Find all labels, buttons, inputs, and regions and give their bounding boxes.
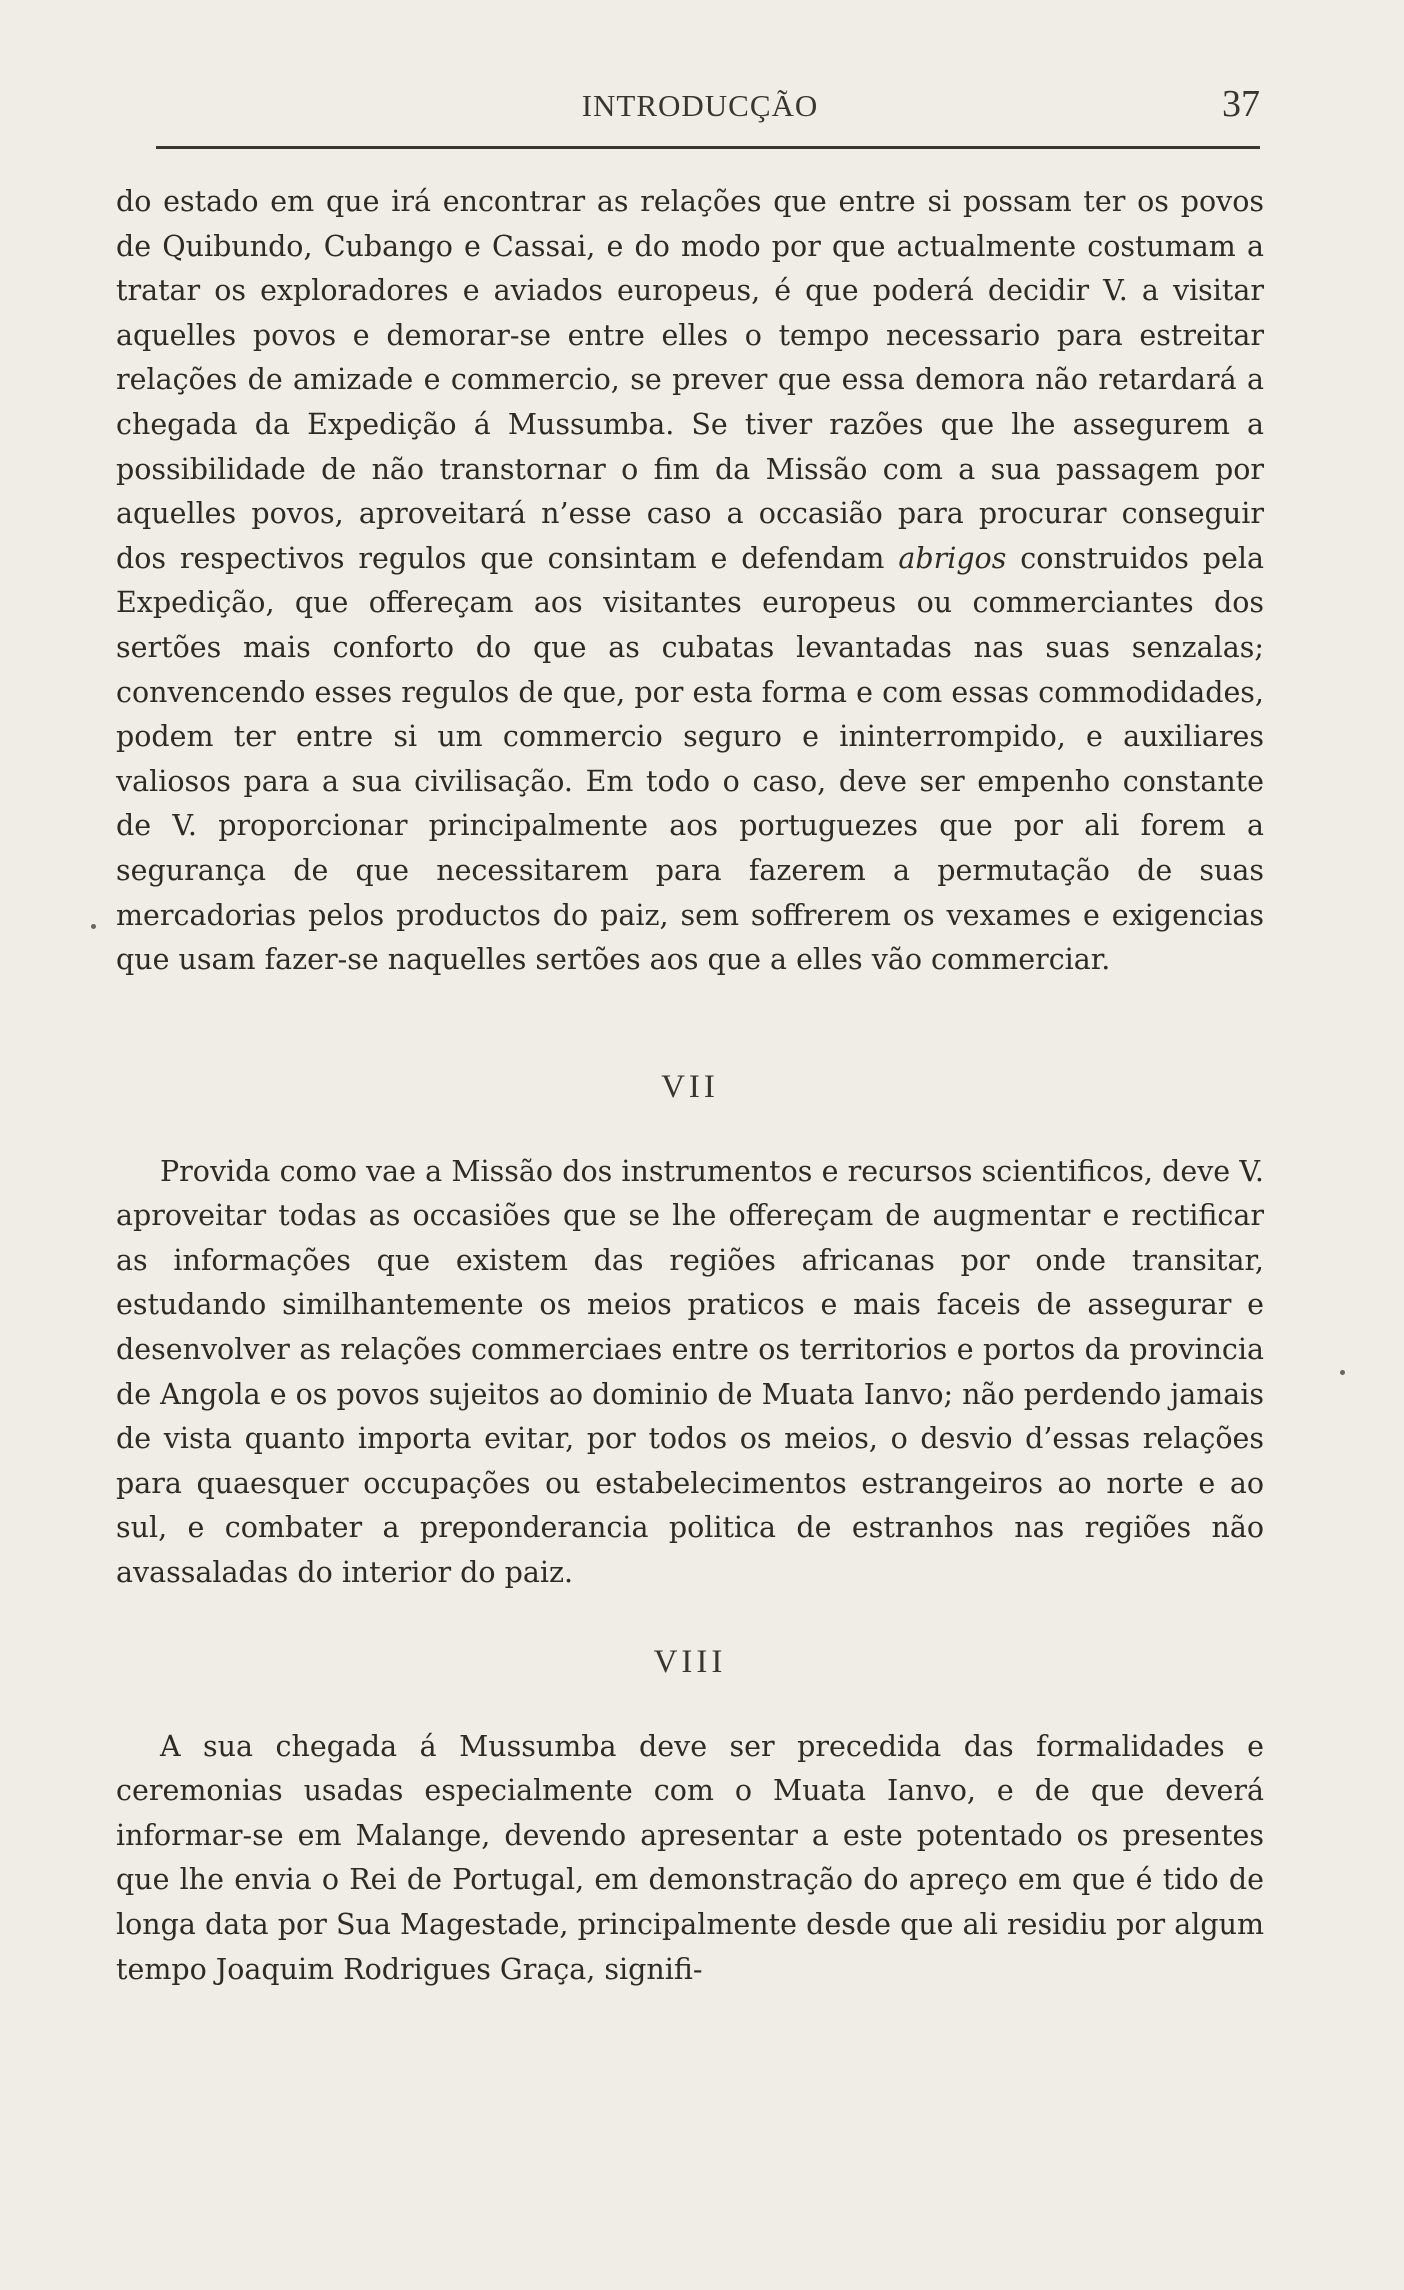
margin-mark <box>1340 1370 1345 1375</box>
page-number: 37 <box>1222 83 1260 125</box>
paragraph-1 <box>116 180 1264 983</box>
body-text <box>116 180 1264 1992</box>
paragraph-3: A sua chegada á Mussumba deve ser precedida das formalidades e ceremonias usadas especialmente com o Muata Ianvo, e de que deverá informar-se em Malange, devendo apresentar a este potentado os presentes que lhe envia o Rei de Portugal, em demonstração do apreço em que é tido de longa data por Sua Magestade, principalmente desde que ali residiu por algum tempo Joaquim Rodrigues Graça, signifi- <box>116 1729 1264 1986</box>
paragraph-1-text: do estado em que irá encontrar as relações que entre si possam ter os povos de Quibundo, Cubango e Cassai, e do modo por que actualmente costumam a tratar os exploradores e aviados europeus, é que poderá decidir V. a visitar aquelles povos e demorar-se entre elles o tempo necessario para estreitar relações de amizade e commercio, se prever que essa demora não retardará a chegada da Expedição á Mussumba. Se tiver razões que lhe assegurem a possibilidade de não transtornar o fim da Missão com a sua passagem por aquelles povos, aproveitará n’esse caso a occasião para procurar conseguir dos respectivos regulos que consintam e defendam <box>116 185 1264 575</box>
section-heading-viii: VIII <box>653 1643 727 1680</box>
header-rule <box>156 146 1260 149</box>
page-header <box>140 82 1260 132</box>
section-heading-vii: VII <box>661 1068 719 1105</box>
margin-mark <box>91 924 96 929</box>
paragraph-2: Provida como vae a Missão dos instrumentos e recursos scientificos, deve V. aproveitar todas as occasiões que se lhe offereçam de augmentar e rectificar as informações que existem das regiões africanas por onde transitar, estudando similhantemente os meios praticos e mais faceis de assegurar e desenvolver as relações commerciaes entre os territorios e portos da provincia de Angola e os povos sujeitos ao dominio de Muata Ianvo; não perdendo jamais de vista quanto importa evitar, por todos os meios, o desvio d’essas relações para quaesquer occupações ou estabelecimentos estrangeiros ao norte e ao sul, e combater a preponderancia politica de estranhos nas regiões não avassaladas do interior do paiz. <box>116 1154 1264 1590</box>
running-title: INTRODUCÇÃO <box>581 88 819 123</box>
italic-word-abrigos: abrigos <box>898 541 1007 575</box>
paragraph-1-continued: construidos pela Expedição, que offereçam aos visitantes europeus ou commerciantes dos sertões mais conforto do que as cubatas levantadas nas suas senzalas; convencendo esses regulos de que, por esta forma e com essas commodidades, podem ter entre si um commercio seguro e ininterrompido, e auxiliares valiosos para a sua civilisação. Em todo o caso, deve ser empenho constante de V. proporcionar principalmente aos portuguezes que por ali forem a segurança de que necessitarem para fazerem a permutação de suas mercadorias pelos productos do paiz, sem soffrerem os vexames e exigencias que usam fazer-se naquelles sertões aos que a elles vão commerciar. <box>116 541 1265 977</box>
